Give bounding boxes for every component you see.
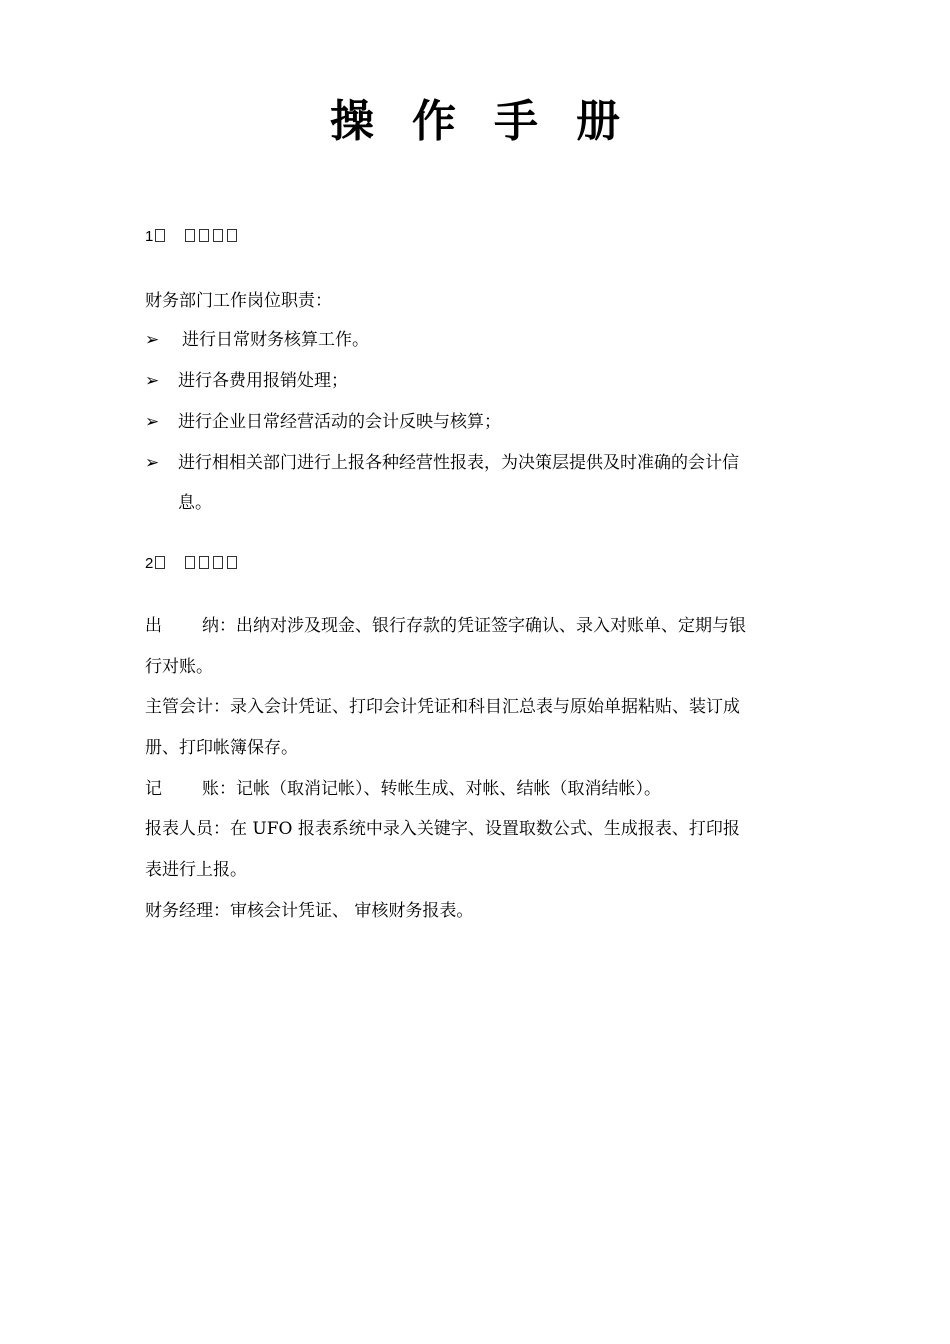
role-description: 录入会计凭证、打印会计凭证和科目汇总表与原始单据粘贴、装订成 [230, 697, 740, 717]
missing-glyph-icon [185, 556, 195, 569]
role-finance-manager [145, 899, 473, 923]
missing-glyph-icon [185, 229, 195, 242]
role-description: 审核会计凭证、 审核财务报表。 [230, 901, 474, 921]
role-cashier [145, 614, 746, 638]
bullet-icon: ➢ [145, 412, 160, 432]
section-2-heading [145, 553, 237, 574]
section-1-number: 1 [145, 228, 154, 245]
missing-glyph-icon [155, 556, 165, 569]
role-label: 报表人员： [145, 819, 230, 839]
section-2-heading-glyphs [181, 554, 237, 572]
role-label-b: 账： [202, 779, 236, 799]
missing-glyph-icon [213, 229, 223, 242]
role-description: 记帐（取消记帐）、转帐生成、对帐、结帐（取消结帐）。 [236, 779, 661, 799]
bullet-item-4: 进行相相关部门进行上报各种经营性报表，为决策层提供及时准确的会计信 [178, 453, 739, 473]
missing-glyph-icon [227, 229, 237, 242]
role-bookkeeper [145, 777, 661, 801]
bullet-icon: ➢ [145, 371, 160, 391]
bullet-item-1: 进行日常财务核算工作。 [182, 330, 369, 350]
section-1-intro: 财务部门工作岗位职责： [145, 291, 332, 311]
missing-glyph-icon [199, 556, 209, 569]
missing-glyph-icon [227, 556, 237, 569]
missing-glyph-icon [213, 556, 223, 569]
role-report-staff-continued: 表进行上报。 [145, 860, 247, 880]
bullet-item-4-continued: 息。 [178, 493, 212, 513]
role-label-a: 出 [145, 616, 162, 636]
bullet-item-3: 进行企业日常经营活动的会计反映与核算； [178, 412, 501, 432]
page-title: 操作手册 [330, 96, 658, 147]
role-label-a: 记 [145, 779, 162, 799]
role-description: 在 UFO 报表系统中录入关键字、设置取数公式、生成报表、打印报 [230, 819, 740, 839]
bullet-icon: ➢ [145, 330, 160, 350]
role-chief-accountant [145, 695, 740, 719]
section-1-heading-glyphs [181, 227, 237, 245]
role-report-staff [145, 817, 740, 841]
role-label-b: 纳： [202, 616, 236, 636]
section-2-number: 2 [145, 555, 154, 572]
bullet-item-2: 进行各费用报销处理； [178, 371, 348, 391]
role-label: 主管会计： [145, 697, 230, 717]
section-1-heading [145, 226, 237, 247]
missing-glyph-icon [199, 229, 209, 242]
bullet-icon: ➢ [145, 453, 160, 473]
role-cashier-continued: 行对账。 [145, 657, 213, 677]
missing-glyph-icon [155, 229, 165, 242]
role-chief-accountant-continued: 册、打印帐簿保存。 [145, 738, 298, 758]
role-label: 财务经理： [145, 901, 230, 921]
role-description: 出纳对涉及现金、银行存款的凭证签字确认、录入对账单、定期与银 [236, 616, 746, 636]
